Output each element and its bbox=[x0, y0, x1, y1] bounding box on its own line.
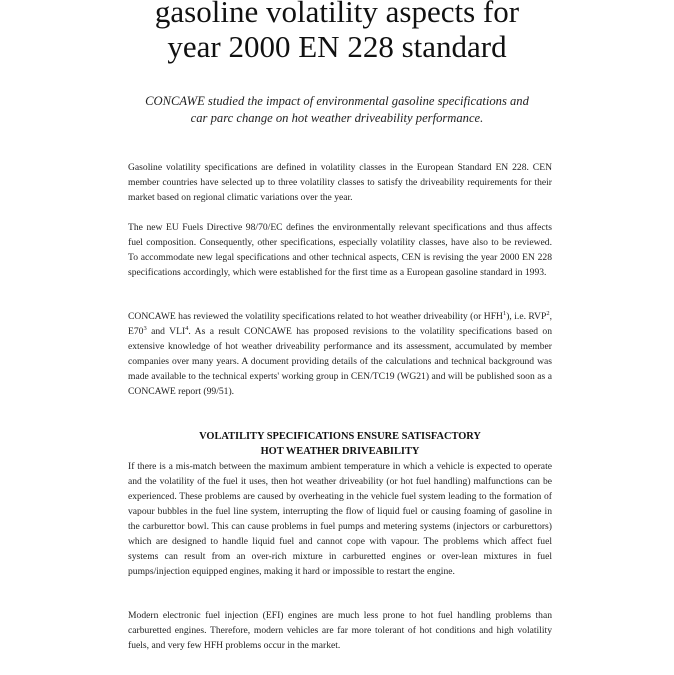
page-subtitle bbox=[110, 93, 564, 127]
section-heading bbox=[128, 429, 552, 459]
title-line-1: gasoline volatility aspects for bbox=[154, 0, 520, 29]
paragraph-3-part-c: , E70 bbox=[128, 311, 552, 337]
section-heading-line-2: HOT WEATHER DRIVEABILITY bbox=[260, 446, 420, 457]
footnote-ref-1: 1 bbox=[502, 309, 507, 317]
paragraph-3-part-d: and VLI bbox=[146, 326, 186, 337]
paragraph-1: Gasoline volatility specifications are defined in volatility classes in the European Standard EN 228. CEN member countries have selected up to three volatility classes to satisfy the driveability requirements for their market based on regional climatic variations over the year. bbox=[128, 162, 552, 203]
footnote-ref-3: 3 bbox=[143, 324, 147, 332]
footnote-ref-4: 4 bbox=[185, 324, 189, 332]
paragraph-3-part-a: CONCAWE has reviewed the volatility specifications related to hot weather driveability (or HFH bbox=[128, 311, 503, 322]
footnote-ref-2: 2 bbox=[546, 309, 550, 317]
paragraph-3 bbox=[128, 309, 552, 399]
paragraph-3-part-b: ), i.e. RVP bbox=[506, 311, 547, 322]
section-heading-line-1: VOLATILITY SPECIFICATIONS ENSURE SATISFACTORY bbox=[199, 431, 481, 442]
title-line-2: year 2000 EN 228 standard bbox=[167, 29, 507, 64]
paragraph-3-part-e: . As a result CONCAWE has proposed revisions to the volatility specifications based on extensive knowledge of hot weather driveability performance and its assessment, accumulated by member companies over many years. A document providing details of the calculations and technical background was made available to the technical experts' working group in CEN/TC19 (WG21) and will be published soon as a CONCAWE report (99/51). bbox=[128, 326, 552, 397]
paragraph-5: Modern electronic fuel injection (EFI) engines are much less prone to hot fuel handling problems than carburetted engines. Therefore, modern vehicles are far more tolerant of hot conditions and high volatility fuels, and very few HFH problems occur in the market. bbox=[128, 610, 552, 651]
page-title bbox=[60, 0, 614, 64]
paragraph-4: If there is a mis-match between the maximum ambient temperature in which a vehicle is expected to operate and the volatility of the fuel it uses, then hot weather driveability (or hot fuel handling) malfunctions can be experienced. These problems are caused by overheating in the vehicle fuel system leading to the formation of vapour bubbles in the fuel line system, interrupting the flow of liquid fuel or causing foaming of gasoline in the carburettor bowl. This can cause problems in fuel pumps and metering systems (injectors or carburettors) which are designed to handle liquid fuel and cannot cope with vapour. The problems which affect fuel systems can result from an over-rich mixture in carburetted engines or over-lean mixtures in fuel pumps/injection equipped engines, making it hard or impossible to restart the engine. bbox=[128, 461, 552, 577]
subtitle-line-1: CONCAWE studied the impact of environmental gasoline specifications and bbox=[145, 94, 529, 108]
subtitle-line-2: car parc change on hot weather driveability performance. bbox=[190, 111, 484, 125]
paragraph-2: The new EU Fuels Directive 98/70/EC defines the environmentally relevant specifications and thus affects fuel composition. Consequently, other specifications, especially volatility classes, have also to be reviewed. To accommodate new legal specifications and other technical aspects, CEN is revising the year 2000 EN 228 specifications accordingly, which were established for the first time as a European gasoline standard in 1993. bbox=[128, 222, 552, 278]
